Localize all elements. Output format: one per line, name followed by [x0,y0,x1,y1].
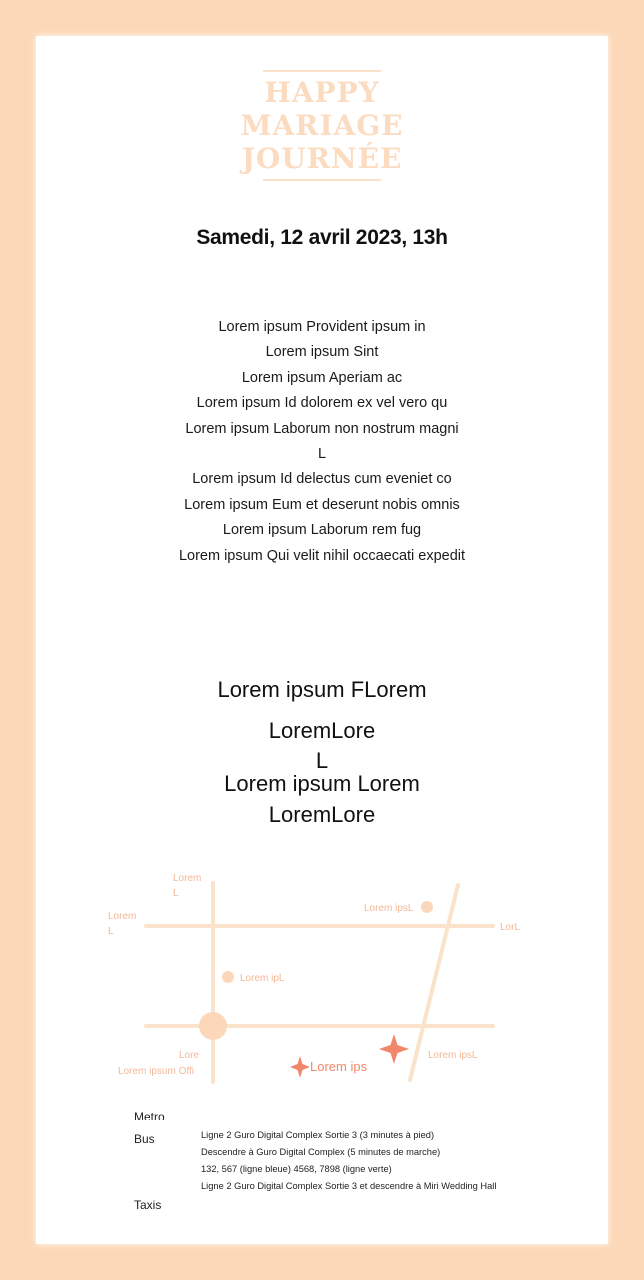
bus-label: Bus [134,1132,155,1146]
transport-detail: Ligne 2 Guro Digital Complex Sortie 3 (3 minutes à pied) [201,1130,435,1140]
metro-label: Metro [134,1110,165,1120]
venue-small-star-icon [290,1056,310,1078]
logo-line-3: JOURNÉE [241,142,403,175]
message-text [36,315,608,569]
transport-detail: Descendre à Guro Digital Complex (5 minutes de marche) [201,1147,441,1157]
poi-marker[interactable] [421,901,433,913]
message-line: Lorem ipsum Eum et deserunt nobis omnis [184,496,460,513]
message-line: Lorem ipsum Qui velit nihil occaecati expedit [178,547,466,564]
poi-label-bottom-right: Lorem ipsL [428,1050,478,1061]
venue-address: Lorem ipsum Lorem [224,771,420,796]
message-line: Lorem ipsum Laborum rem fug [222,522,422,539]
map-label-right: LorL [500,922,521,933]
transport-detail: Ligne 2 Guro Digital Complex Sortie 3 et descendre à Miri Wedding Hall [201,1181,497,1191]
poi-label-middle: Lorem ipL [240,973,285,984]
message-line: Lorem ipsum Id delectus cum eveniet co [192,471,452,488]
map-label-left: Lorem L [108,911,137,937]
station-label-2: Lorem ipsum Offi [118,1066,194,1077]
invitation-card [36,36,608,1244]
taxi-label: Taxis [134,1198,162,1212]
message-line: Lorem ipsum Sint [265,344,379,361]
event-date: Samedi, 12 avril 2023, 13h [196,226,448,249]
venue-name-3: L [315,748,329,773]
venue-star-icon[interactable] [379,1034,409,1064]
logo-line-1: HAPPY [264,76,380,109]
wedding-logo [36,70,608,181]
message-line: L [317,446,327,463]
station-marker[interactable] [199,1012,227,1040]
venue-name: Lorem ipsum FLorem [217,677,427,702]
poi-label-top-right: Lorem ipsL [364,903,414,914]
map-label-top: Lorem L [173,873,202,899]
logo-bottom-rule [263,179,381,181]
venue-name-2: LoremLore [268,718,376,743]
transport-detail: 132, 567 (ligne bleue) 4568, 7898 (ligne verte) [201,1164,392,1174]
message-line: Lorem ipsum Laborum non nostrum magni [185,420,459,437]
transport-info [134,1108,594,1228]
logo-top-rule [263,70,381,72]
message-line: Lorem ipsum Aperiam ac [241,369,403,386]
station-label-1: Lore [179,1050,200,1061]
poi-marker[interactable] [222,971,234,983]
venue-label: Lorem ips [310,1059,368,1074]
message-line: Lorem ipsum Id dolorem ex vel vero qu [196,395,448,412]
location-map[interactable] [96,866,536,1096]
logo-line-2: MARIAGE [240,109,404,142]
message-line: Lorem ipsum Provident ipsum in [218,319,426,335]
venue-address-2: LoremLore [268,802,376,827]
